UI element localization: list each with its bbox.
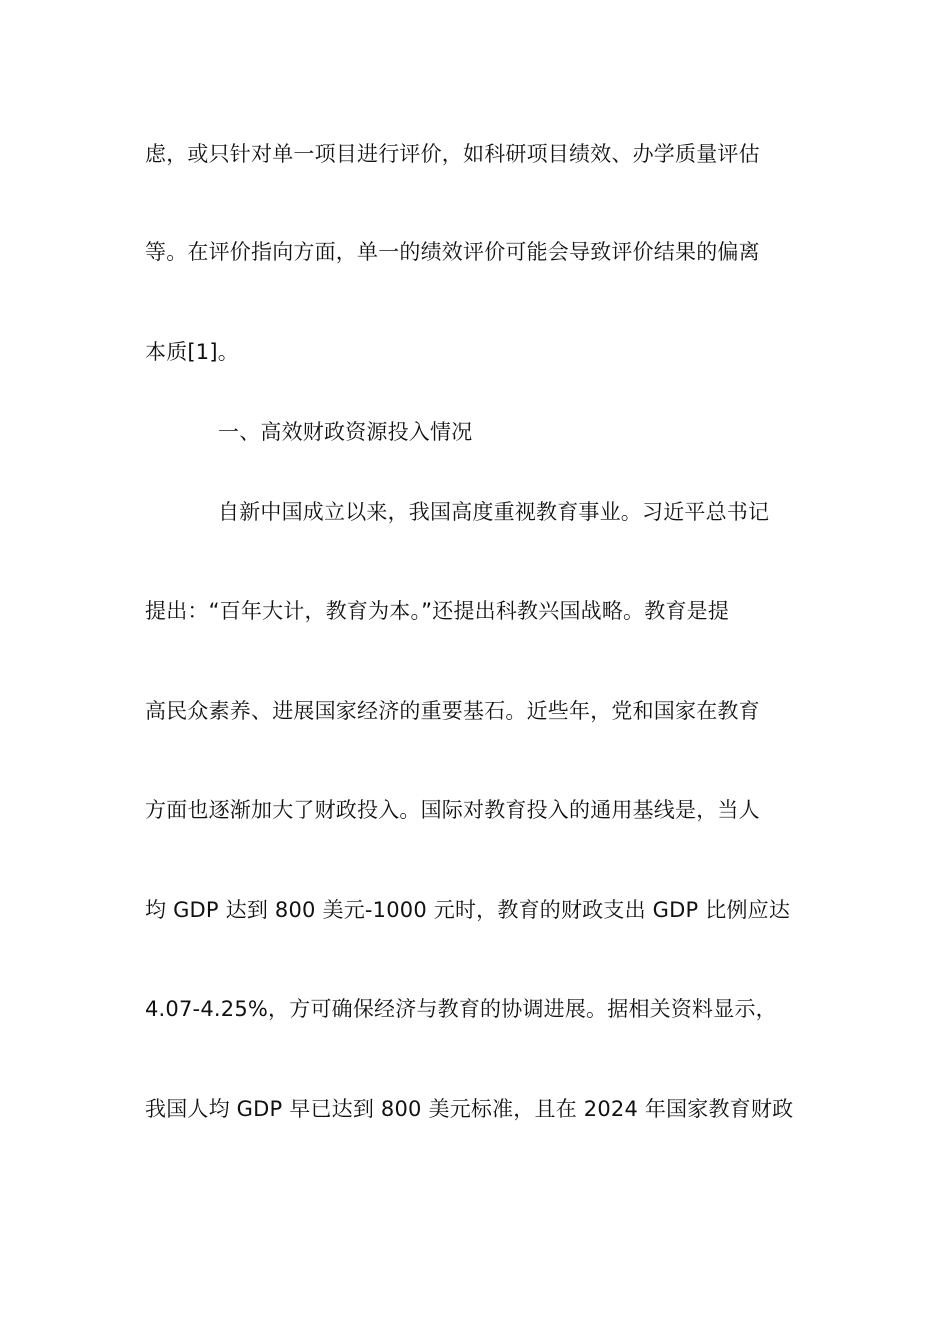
text-line: 提出：“百年大计，教育为本。”还提出科教兴国战略。教育是提	[145, 599, 730, 623]
text-line: 方面也逐渐加大了财政投入。国际对教育投入的通用基线是，当人	[145, 798, 760, 822]
text-line: 自新中国成立以来，我国高度重视教育事业。习近平总书记	[218, 500, 770, 524]
text-line: 我国人均 GDP 早已达到 800 美元标准，且在 2024 年国家教育财政	[145, 1097, 794, 1121]
text-line: 4.07-4.25%，方可确保经济与教育的协调进展。据相关资料显示，	[145, 997, 777, 1021]
text-line: 虑，或只针对单一项目进行评价，如科研项目绩效、办学质量评估	[145, 142, 760, 166]
text-line: 高民众素养、进展国家经济的重要基石。近些年，党和国家在教育	[145, 699, 760, 723]
section-heading: 一、高效财政资源投入情况	[218, 420, 473, 444]
text-line: 均 GDP 达到 800 美元-1000 元时，教育的财政支出 GDP 比例应达	[145, 898, 791, 922]
text-line: 本质[1]。	[145, 340, 239, 364]
text-line: 等。在评价指向方面，单一的绩效评价可能会导致评价结果的偏离	[145, 240, 760, 264]
